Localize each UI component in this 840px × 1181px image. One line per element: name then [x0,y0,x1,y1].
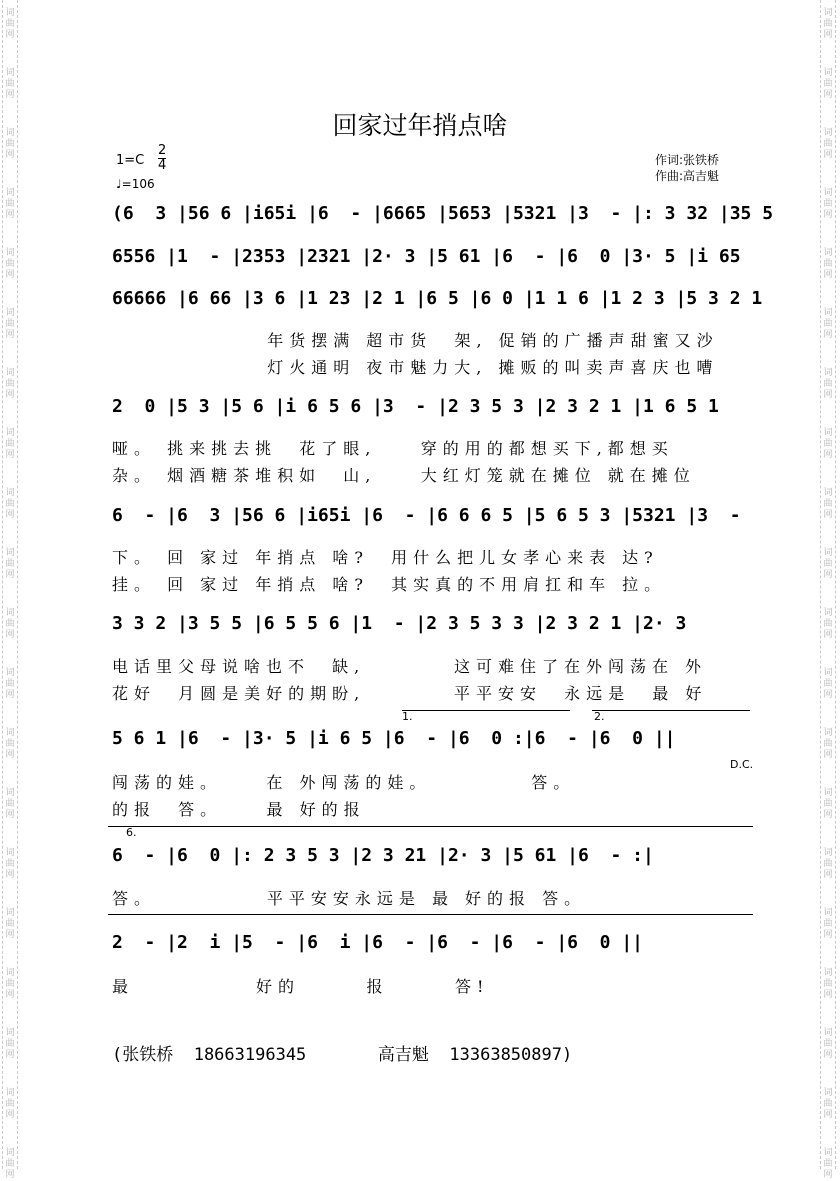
watermark-text: 词 曲 网 [823,308,833,340]
watermark-text: 词 曲 网 [5,668,15,700]
key-signature: 1=C [116,153,145,168]
lyric-5-verse-1: 闯荡的娃。 在 外闯荡的娃。 答。 [112,773,576,792]
watermark-text: 词 曲 网 [5,128,15,160]
watermark-text: 词 曲 网 [5,728,15,760]
watermark-text: 词 曲 网 [823,488,833,520]
watermark-text: 词 曲 网 [5,368,15,400]
score-line-5: 6 - |6 3 |56 6 |i65i |6 - |6 6 6 5 |5 6 5 3 |5321 |3 - [112,505,741,526]
lyric-2-verse-2: 杂。 烟酒糖茶堆积如 山, 大红灯笼就在摊位 就在摊位 [112,466,696,485]
credits [655,152,719,184]
watermark-text: 词 曲 网 [823,248,833,280]
lyric-5-verse-2: 的报 答。 最 好的报 [112,800,366,819]
watermark-text: 词 曲 网 [823,908,833,940]
watermark-text: 词 曲 网 [5,248,15,280]
watermark-text: 词 曲 网 [5,428,15,460]
time-signature-bottom: 4 [158,158,167,173]
watermark-text: 词 曲 网 [823,8,833,40]
lyric-6: 答。 平平安安永远是 最 好的报 答。 [112,889,587,908]
section-rule-1 [108,826,753,827]
score-line-8: 6 - |6 0 |: 2 3 5 3 |2 3 21 |2· 3 |5 61 |6 - :| [112,845,654,866]
watermark-text: 词 曲 网 [823,1148,833,1180]
watermark-text: 词 曲 网 [823,728,833,760]
watermark-text: 词 曲 网 [823,968,833,1000]
lyric-3-verse-2: 挂。 回 家过 年捎点 啥? 其实真的不用肩扛和车 拉。 [112,575,667,594]
watermark-text: 词 曲 网 [5,968,15,1000]
watermark-text: 词 曲 网 [5,608,15,640]
quarter-note-icon: ♩ [116,177,122,191]
watermark-text: 词 曲 网 [5,68,15,100]
watermark-text: 词 曲 网 [5,848,15,880]
score-line-6: 3 3 2 |3 5 5 |6 5 5 6 |1 - |2 3 5 3 3 |2 3 2 1 |2· 3 [112,613,687,634]
watermark-text: 词 曲 网 [5,8,15,40]
lyric-7: 最 好的 报 答! [112,977,490,996]
time-signature [158,144,166,173]
volta-2-label: 2. [594,710,605,723]
volta-2-bracket [592,710,750,711]
volta-1-bracket [402,710,570,711]
tempo-value: =106 [121,177,155,191]
watermark-text: 词 曲 网 [5,308,15,340]
watermark-text: 词 曲 网 [823,428,833,460]
watermark-text: 词 曲 网 [823,548,833,580]
watermark-text: 词 曲 网 [823,608,833,640]
lyricist: 作词:张铁桥 [655,153,720,167]
composer: 作曲:高吉魁 [655,169,720,183]
watermark-text: 词 曲 网 [823,788,833,820]
watermark-text: 词 曲 网 [823,368,833,400]
watermark-text: 词 曲 网 [823,848,833,880]
watermark-text: 词 曲 网 [5,1088,15,1120]
watermark-text: 词 曲 网 [823,188,833,220]
section-rule-2 [108,914,753,915]
lyric-1-verse-1: 年货摆满 超市货 架, 促销的广播声甜蜜又沙 [112,331,719,350]
watermark-text: 词 曲 网 [5,548,15,580]
tempo-marking [116,177,155,191]
volta-1-label: 1. [402,710,413,723]
watermark-text: 词 曲 网 [5,488,15,520]
lyric-4-verse-2: 花好 月圆是美好的期盼, 平平安安 永远是 最 好 [112,684,708,703]
contact-info: (张铁桥 18663196345 高吉魁 13363850897) [112,1045,573,1065]
watermark-text: 词 曲 网 [5,188,15,220]
time-signature-top: 2 [158,143,167,158]
score-line-4: 2 0 |5 3 |5 6 |i 6 5 6 |3 - |2 3 5 3 |2 3 2 1 |1 6 5 1 [112,396,719,417]
volta-6-label: 6. [126,826,137,839]
score-line-9: 2 - |2 i |5 - |6 i |6 - |6 - |6 - |6 0 || [112,932,644,953]
watermark-text: 词 曲 网 [823,128,833,160]
watermark-text: 词 曲 网 [5,1148,15,1180]
lyric-4-verse-1: 电话里父母说啥也不 缺, 这可难住了在外闯荡在 外 [112,657,708,676]
dc-marking: D.C. [730,758,754,771]
lyric-3-verse-1: 下。 回 家过 年捎点 啥? 用什么把儿女孝心来表 达? [112,548,659,567]
watermark-text: 词 曲 网 [823,68,833,100]
watermark-text: 词 曲 网 [5,908,15,940]
score-line-3: 66666 |6 66 |3 6 |1 23 |2 1 |6 5 |6 0 |1 1 6 |1 2 3 |5 3 2 1 [112,288,763,309]
watermark-text: 词 曲 网 [823,668,833,700]
score-line-7: 5 6 1 |6 - |3· 5 |i 6 5 |6 - |6 0 :|6 - |6 0 || [112,728,676,749]
song-title: 回家过年捎点啥 [332,111,508,140]
lyric-2-verse-1: 哑。 挑来挑去挑 花了眼, 穿的用的都想买下,都想买 [112,439,674,458]
watermark-text: 词 曲 网 [5,1028,15,1060]
watermark-text: 词 曲 网 [823,1028,833,1060]
watermark-text: 词 曲 网 [5,788,15,820]
lyric-1-verse-2: 灯火通明 夜市魅力大, 摊贩的叫卖声喜庆也嘈 [112,358,719,377]
score-line-1: (6 3 |56 6 |i65i |6 - |6665 |5653 |5321 |3 - |: 3 32 |35 5 [112,203,774,224]
watermark-text: 词 曲 网 [823,1088,833,1120]
score-line-2: 6556 |1 - |2353 |2321 |2· 3 |5 61 |6 - |6 0 |3· 5 |i 65 [112,246,741,267]
